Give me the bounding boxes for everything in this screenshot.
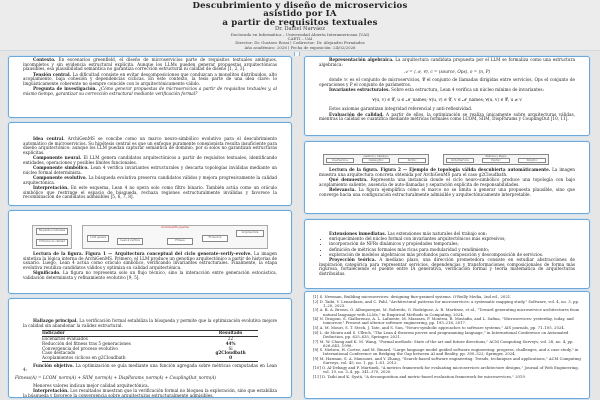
panel-results	[8, 298, 292, 398]
heading: Componente simbólico.	[33, 165, 89, 171]
cell: 0	[203, 356, 258, 361]
panel-references	[304, 291, 590, 399]
heading: Función objetivo.	[33, 362, 74, 368]
para-projection	[319, 258, 575, 277]
title-line-2: asistido por IA	[263, 9, 337, 20]
list-item: • incorporación de NFRs dinámicos y propiedades temporales;	[329, 242, 575, 247]
reference: [4] N. Dragoni, S. Giallorenzo, A. L. Lafuente, M. Mazzara, F. Montesi, R. Mustafin, and L. Safina, "Microservices: yesterday, today, and tomorrow," Present and ulterior software engineering, pp. 195–216, 2017.	[313, 316, 574, 326]
para-objective	[23, 364, 277, 373]
input-requirements: Requisitos textuales	[36, 228, 68, 235]
directors: Director: Dr. Gustavo Rossi | Codirector: Dr. Alejandro Fernández	[235, 40, 365, 46]
heading: Qué demuestra.	[329, 176, 368, 182]
heading: Idea central.	[33, 136, 65, 141]
text: Representa una instancia donde el ciclo neuro-simbólico produce una topología con bajo acoplamiento saliente, ausencia de auto-llamadas y separación explícita de responsabilidades.	[319, 176, 576, 187]
cell: 22	[227, 336, 234, 342]
cell: Reducción del fitness tras 5 generaciones	[42, 340, 131, 346]
stage-lean: Lean 4 verifica	[117, 238, 143, 245]
heading: Lectura de la figura. Figura 1 — Arquitectura conceptual del ciclo generate–verify–evolve.	[33, 251, 252, 256]
text: Los resultados muestran que la verificación formal no bloquea la exploración, sino que estabiliza la búsqueda y favorece la convergencia sobre arquitecturas estructuralmente admisibles.	[23, 387, 277, 398]
affiliation: Doctorado en Informática – Universidad Abierta Interamericana (UAI)	[230, 31, 370, 37]
panel-algebraic	[304, 56, 590, 136]
para-question	[23, 87, 277, 96]
cell: 44%	[225, 340, 236, 346]
heading: Pregunta de investigación.	[33, 86, 97, 92]
para-context	[23, 58, 277, 72]
reference: [6] L. de Moura and S. Ullrich, "The Lean 4 theorem prover and programming language," in International Conference on Automated Deduction, pp. 625–635, Springer, 2021.	[313, 329, 569, 339]
cell: Acoplamientos cíclicos en g2Cloudbath	[42, 356, 203, 361]
para-quality	[319, 113, 575, 122]
heading: Proyección teórica.	[329, 257, 377, 263]
panel-central-idea	[8, 122, 292, 206]
para-tension	[23, 73, 277, 87]
panel-context	[8, 56, 292, 118]
heading: Extensiones inmediatas.	[329, 231, 387, 236]
text: El LLM genera candidatos arquitectónicos a partir de requisitos textuales, identificando entidades, operaciones y posibles límites funcionales.	[23, 155, 277, 166]
equation-architecture: 𝒜 = ⟨ℳ, 𝒞⟩, c = (source, Ops), o = (n, P)	[403, 69, 491, 75]
text: La imagen sintetiza la lógica interna de ArchiGenMS. Primero, el LLM produce un genotipo arquitectónico a partir de historias de usuario. Luego, Lean 4 actúa como oráculo simbólico, verificando invariantes estructurales. Finalmente, la etapa evolutiva reutiliza candidatos válidos y optimiza su calidad arquitectónica.	[23, 251, 277, 271]
heading: Hallazgo principal.	[33, 318, 78, 323]
para-axioms: Estos axiomas garantizan integridad referencial y anti-reflexividad.	[329, 106, 473, 112]
table-row	[42, 356, 258, 361]
poster-header	[0, 0, 600, 51]
heading: Relevancia.	[329, 186, 356, 192]
heading: Interpretación.	[33, 185, 69, 191]
text: La figura ejemplifica cómo el marco no se limita a generar una propuesta plausible, sino que converge hacia una configuración estructuralmente admisible y arquitectónicamente interpretable.	[319, 186, 575, 197]
reference: [1] S. Newman, Building microservices: designing fine-grained systems. O'Reilly Media, 2nd ed., 2021.	[313, 294, 512, 299]
author: Dr. Daniel Narváez	[275, 26, 325, 33]
cell: Caso destacado	[42, 350, 76, 356]
para-invariants	[319, 88, 575, 93]
title-line-1: Descubrimiento y diseño de microservicios	[192, 1, 408, 11]
panel-figure-2	[304, 141, 590, 214]
text: La arquitectura candidata propuesta por el LLM se formaliza como una estructura algebraica:	[319, 57, 575, 67]
text: La imagen muestra una arquitectura concreta obtenida por ArchiGenMS para el caso g2Cloudbath.	[319, 167, 575, 177]
para-algebraic	[319, 58, 575, 67]
text: La dificultad consiste en evitar descomposiciones que conduzcan a monolitos distribuidos, alto acoplamiento, baja cohesión y dependencias cíclicas. En este contexto, la tesis parte de una idea clave: lo lingüísticamente coherente no siempre coincide con lo arquitectónicamente válido.	[23, 71, 277, 87]
column-divider	[294, 52, 300, 56]
stage-llm: LLM genera	[87, 235, 109, 242]
stage-architecture: Arquitectura	[236, 230, 264, 237]
group-label: Gestión y Catálogo	[363, 155, 389, 158]
list-item: • exploración de modelos algebraicos más profundos para composición y descomposición de servicios.	[329, 253, 575, 258]
para-lower-better: Menores valores indican mejor calidad arquitectónica.	[33, 382, 149, 388]
cell: g2Cloudbath	[215, 350, 246, 356]
dates: Año académico: 2026 | Fecha de exposición: 24/02/2026	[244, 44, 356, 50]
text: ¿Cómo generar propuestas de microservicios a partir de requisitos textuales y, al mismo tiempo, garantizar su corrección estructural mediante verificación formal?	[23, 86, 277, 96]
list-item: • enriquecimiento del núcleo formal con invariantes arquitectónicos más expresivos;	[329, 237, 575, 242]
text: La búsqueda evolutiva preserva candidatos válidos y mejora progresivamente la calidad arquitectónica.	[23, 175, 277, 185]
reference: [2] D. Taibi, V. Lenarduzzi, and C. Pahl, "Architectural patterns for microservices: a systematic mapping study," Software, vol. 4, no. 3, pp. 1–20, 2023.	[313, 298, 580, 308]
para-interpretation	[23, 186, 277, 200]
poster-title	[0, 2, 600, 27]
text: La verificación formal estabiliza la búsqueda y permite que la optimización evolutiva mejore la calidad sin abandonar la validez estructural.	[23, 318, 277, 328]
node: OrderService	[446, 158, 474, 163]
node: UserService	[326, 158, 354, 163]
node: InvSvc	[398, 158, 426, 163]
title-line-3: a partir de requisitos textuales	[222, 17, 378, 28]
node: ShipSvc	[518, 158, 546, 163]
text: Las extensiones más naturales del trabajo son:	[386, 231, 487, 236]
para-finding	[23, 319, 277, 328]
cell: Sí	[228, 345, 233, 351]
text: ArchiGenMS se concibe como un marco neuro-simbólico evolutivo para el descubrimiento automático de microservicios. Su hipótesis central es que un enfoque puramente conexionista resulta insuficiente para diseño arquitectónico: aunque los LLM puedan capturar semántica de dominio, por sí solos no garantizan estructuras explícitas.	[23, 136, 277, 156]
reference: [9] M. Harman, S. A. Mansouri, and Y. Zhang, "Search-based software engineering: Trends, techniques and applications," ACM Computing Surveys, vol. 45, no. 1, pp. 1–61, 2012.	[313, 356, 581, 366]
text: Lean 4 verifica invariantes estructurales y descarta topologías inválidas mediante un núcleo formal determinista.	[23, 165, 277, 175]
fitness-formula: Fitness(A) = LCOM_norm(A) + SIIM_norm(A) + DispParams_norm(A) + CouplingOut_norm(A)	[15, 375, 217, 381]
stage-fitness: Fitness	[167, 238, 193, 245]
figure-1-diagram	[32, 225, 268, 249]
node: CatalogSvc	[362, 158, 390, 163]
para-where: donde ℳ es el conjunto de microservicios, 𝒞 el conjunto de llamadas dirigidas entre servicios, Ops el conjunto de operaciones y P el conjunto de parámetros.	[319, 77, 575, 87]
para-results-interpretation	[23, 389, 277, 398]
heading: Representación algebraica.	[329, 57, 394, 62]
reference: [7] M. W. Chung and K. M. Wang, "Formal methods: State of the art and future directions," ACM Computing Surveys, vol. 28, no. 4, pp. 626–643, 1996.	[313, 338, 574, 348]
para-meaning	[23, 271, 277, 280]
text: A partir de ellos, la optimización se realiza únicamente sobre arquitecturas válidas, mientras la calidad se cuantifica mediante métricas formales como LCOM, SIIM, DispParams y CouplingOut [10, 11].	[319, 111, 575, 122]
heading: Invariantes estructurales.	[329, 87, 390, 93]
text: Sobre esta estructura, Lean 4 verifica un núcleo mínimo de invariantes:	[389, 87, 544, 93]
col-result: Resultado	[203, 331, 258, 337]
reference: [5] A. M. Mouri, S. T. Steck, J. Tate, and S. Sun, "Neuro-symbolic approaches to software systems," AIS journals, pp. 71–105, 2024.	[313, 325, 565, 331]
input-criteria: Criterios de calidad	[36, 239, 68, 246]
stage-evolution: Evolución	[202, 235, 228, 242]
col-indicator: Indicador	[42, 331, 203, 337]
heading: Tensión central.	[33, 71, 71, 77]
para-figure-reading	[23, 252, 277, 271]
heading: Significado.	[33, 270, 61, 276]
heading: Evaluación de calidad.	[329, 111, 384, 117]
heading: Componente evolutivo.	[33, 175, 87, 181]
text: En escenarios greenfield, el diseño de microservicios parte de requisitos textuales ambiguos, incompletos y sin evidencia estructural explícita. Aunque los LLMs pueden generar propuestas arquitectónicas plausibles, esa plausibilidad semántica no garantiza corrección estructural ni calidad de diseño [1, 2, 3].	[23, 57, 277, 72]
equation-invariants: ∀(u, v) ∈ 𝒞, u ∈ ℳ_names; ∀(u, v) ∈ 𝒞, v ∈ ℳ_names; ∀(u, v) ∈ 𝒞, u ≠ v	[372, 96, 522, 102]
reference: [8] S. Nielsen, H. Cortez, and M. Rinard, "Large language model guided software engineering: progress, challenges, and a case study," in International Conference on Bridging the Gap between AI and Reality, pp. 300–322, Springer, 2024.	[313, 347, 579, 357]
text: En este esquema, Lean 4 no opera solo como filtro binario. También actúa como un oráculo simbólico que restringe el espacio de búsqueda, rechaza regiones estructuralmente inválidas y favorece la recombinación de candidatos admisibles [5, 6, 7, 8].	[23, 185, 277, 200]
panel-figure-1	[8, 210, 292, 294]
extensions-list	[329, 237, 575, 257]
node: PaySvc	[482, 158, 510, 163]
reference: [3] A. B. A. Brown, O. Albuquerque, M. Robredo, G. Rodríguez, A. R. Martínez, et al., "Toward generating microservice architectures from natural language with LLMs," in Empirical Methods in Computing, 2024.	[313, 307, 580, 317]
reference: [11] D. Taibi and K. Systä, "A decomposition and metric-based evaluation framework for microservices," 2019.	[313, 373, 526, 379]
text: A mediano plazo, una dirección prometedora consiste en estudiar abstracciones de inspiración categórica para representar servicios, dependencias y transformaciones composicionales de forma más rigurosa, fortaleciendo el puente entre IA generativa, verificación formal y teoría matemática de arquitecturas distribuidas.	[319, 257, 575, 277]
cell: Escenarios evaluados	[42, 336, 88, 342]
results-table	[42, 330, 258, 361]
heading: Lectura de la figura. Figura 2 — Ejemplo de topología válida descubierta automáticamente.	[329, 167, 551, 172]
heading: Interpretación.	[33, 387, 69, 393]
heading: Componente neural.	[33, 155, 82, 161]
pipeline-group: ArchiGenMS pipeline	[82, 225, 268, 249]
heading: Contexto.	[33, 57, 56, 62]
panel-extensions	[304, 219, 590, 289]
cell: Convergencia del proceso evolutivo	[42, 345, 118, 351]
reference: [10] O. Al-Debagy and P. Martinek, "A metrics framework for evaluating microservices architecture designs," Journal of Web Engineering, vol. 19, no. 3–4, pp. 341–370, 2020.	[313, 364, 579, 374]
figure-2-diagram	[323, 154, 575, 166]
text: La optimización se guía mediante una función agregada sobre métricas computadas en Lean 4:	[23, 362, 277, 373]
text: La figura no representa solo un flujo técnico, sino la interacción entre generación estocástica, validación determinista y refinamiento evolutivo [9, 5].	[23, 270, 277, 281]
list-item: • definición de métricas formales más ricas para modularidad y rendimiento;	[329, 248, 575, 253]
para-relevance	[319, 188, 575, 197]
affiliation-unit: CAETI – UAI	[287, 36, 313, 42]
para-idea	[23, 137, 277, 156]
group-label: Pedidos y Pagos	[485, 155, 507, 158]
